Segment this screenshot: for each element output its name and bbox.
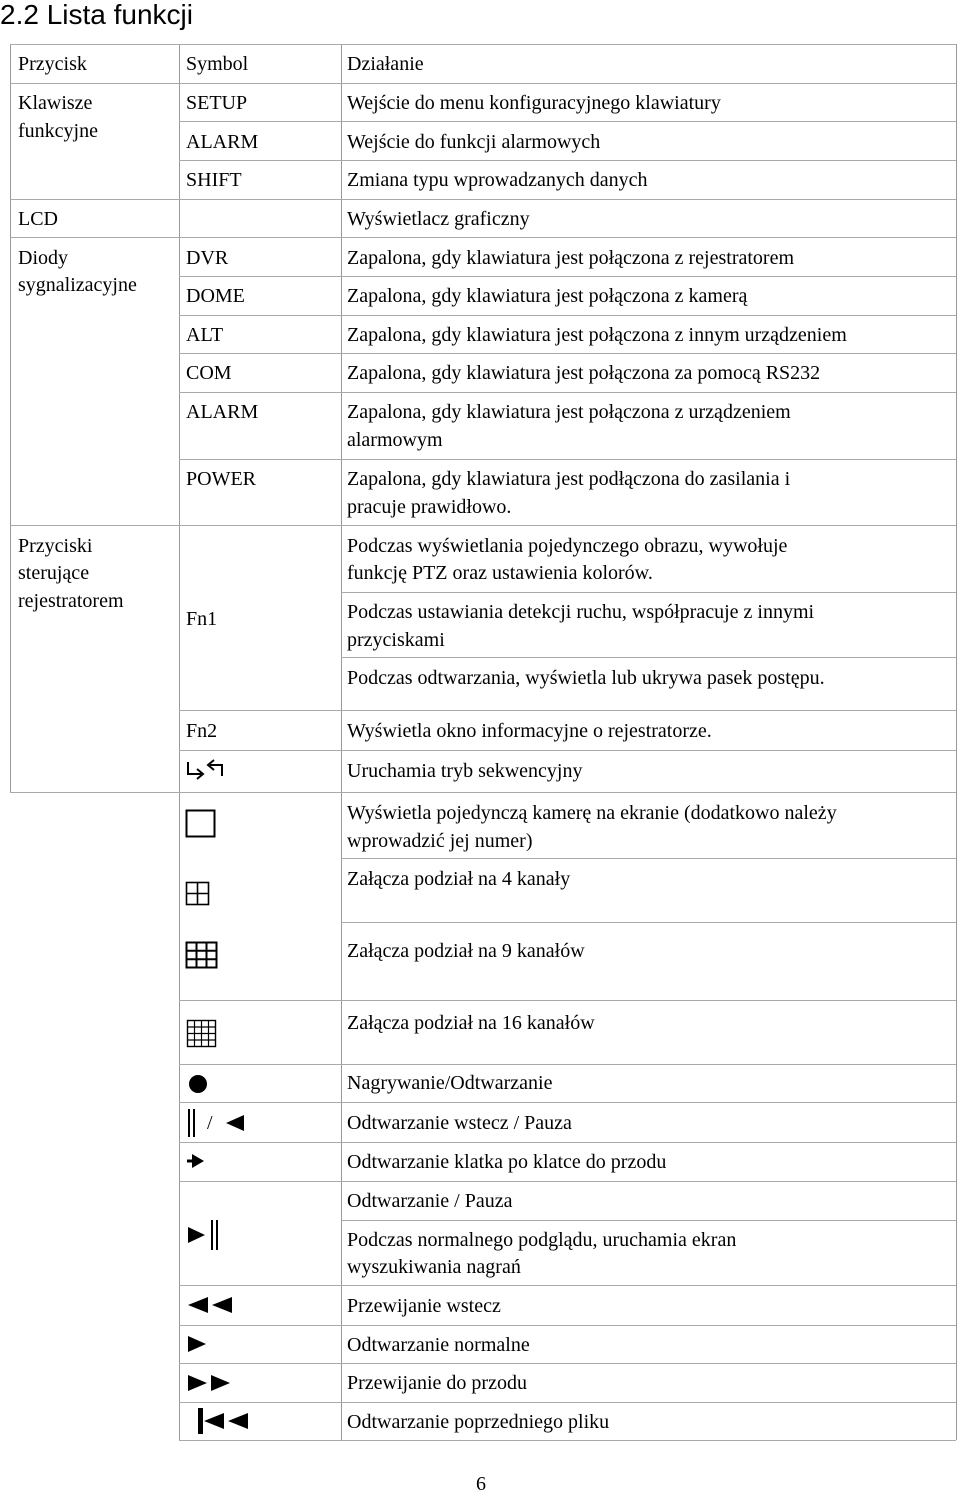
- table-border-right: [956, 44, 957, 1440]
- action-text: wyszukiwania nagrań: [347, 1256, 521, 1278]
- action-text: Odtwarzanie wstecz / Pauza: [347, 1112, 572, 1134]
- action-text: Podczas odtwarzania, wyświetla lub ukrywa pasek postępu.: [347, 667, 825, 689]
- group-label: LCD: [18, 208, 58, 230]
- table-line: [179, 1000, 956, 1001]
- action-text: wprowadzić jej numer): [347, 830, 533, 852]
- action-text: Wejście do funkcji alarmowych: [347, 131, 601, 153]
- record-icon: [187, 1073, 209, 1095]
- action-text: Załącza podział na 9 kanałów: [347, 940, 585, 962]
- split-4-icon: [185, 881, 211, 907]
- action-text: Wyświetla pojedynczą kamerę na ekranie (dodatkowo należy: [347, 802, 837, 824]
- header-symbol: Symbol: [186, 53, 249, 75]
- table-line: [179, 750, 956, 751]
- symbol-label: Fn1: [186, 608, 218, 630]
- table-line: [179, 1181, 956, 1182]
- action-text: Zmiana typu wprowadzanych danych: [347, 169, 648, 191]
- frame-step-icon: [186, 1152, 206, 1170]
- table-divider-col2: [341, 44, 342, 1440]
- table-line: [341, 922, 956, 923]
- rewind-icon: [186, 1295, 234, 1315]
- header-action: Działanie: [347, 53, 424, 75]
- table-line: [10, 792, 179, 793]
- action-text: Wyświetlacz graficzny: [347, 208, 530, 230]
- symbol-label: ALT: [186, 324, 224, 346]
- table-line: [179, 1285, 956, 1286]
- play-pause-icon: [186, 1217, 226, 1253]
- symbol-label: COM: [186, 362, 232, 384]
- table-line: [179, 121, 956, 122]
- group-label: sterujące: [18, 562, 90, 584]
- symbol-label: ALARM: [186, 131, 259, 153]
- table-line: [341, 858, 956, 859]
- action-text: Odtwarzanie poprzedniego pliku: [347, 1411, 610, 1433]
- table-line: [10, 525, 956, 526]
- action-text: Odtwarzanie normalne: [347, 1334, 530, 1356]
- table-line: [179, 1102, 956, 1103]
- action-text: Wyświetla okno informacyjne o rejestratorze.: [347, 720, 712, 742]
- action-text: alarmowym: [347, 429, 443, 451]
- table-line: [179, 1363, 956, 1364]
- table-line: [10, 199, 956, 200]
- table-line: [179, 1325, 956, 1326]
- action-text: Przewijanie wstecz: [347, 1295, 501, 1317]
- fast-forward-icon: [186, 1373, 234, 1393]
- table-divider-col1: [179, 44, 180, 1440]
- action-text: Zapalona, gdy klawiatura jest połączona za pomocą RS232: [347, 362, 821, 384]
- split-9-icon: [185, 941, 219, 969]
- action-text: Podczas ustawiania detekcji ruchu, współpracuje z innymi: [347, 601, 815, 623]
- symbol-label: DOME: [186, 285, 245, 307]
- action-text: pracuje prawidłowo.: [347, 496, 512, 518]
- action-text: Zapalona, gdy klawiatura jest połączona z rejestratorem: [347, 247, 795, 269]
- group-label: rejestratorem: [18, 590, 124, 612]
- table-line: [179, 459, 956, 460]
- table-line: [341, 1220, 956, 1221]
- play-icon: [186, 1334, 210, 1354]
- header-button: Przycisk: [18, 53, 87, 75]
- previous-file-icon: [186, 1406, 250, 1436]
- group-label: Przyciski: [18, 535, 93, 557]
- table-line: [179, 276, 956, 277]
- symbol-separator: /: [207, 1112, 213, 1134]
- group-label: sygnalizacyjne: [18, 274, 137, 296]
- action-text: Odtwarzanie klatka po klatce do przodu: [347, 1151, 667, 1173]
- table-line: [10, 44, 956, 45]
- symbol-label: POWER: [186, 468, 256, 490]
- action-text: Przewijanie do przodu: [347, 1372, 527, 1394]
- table-line: [179, 1064, 956, 1065]
- table-line: [179, 1142, 956, 1143]
- action-text: Podczas normalnego podglądu, uruchamia ekran: [347, 1229, 737, 1251]
- action-text: Uruchamia tryb sekwencyjny: [347, 760, 583, 782]
- action-text: Nagrywanie/Odtwarzanie: [347, 1072, 553, 1094]
- symbol-label: SHIFT: [186, 169, 242, 191]
- symbol-label: SETUP: [186, 92, 248, 114]
- group-label: Diody: [18, 247, 68, 269]
- action-text: Wejście do menu konfiguracyjnego klawiatury: [347, 92, 721, 114]
- action-text: przyciskami: [347, 629, 445, 651]
- action-text: Zapalona, gdy klawiatura jest połączona z urządzeniem: [347, 401, 791, 423]
- table-line: [179, 315, 956, 316]
- action-text: Załącza podział na 16 kanałów: [347, 1012, 595, 1034]
- group-label: funkcyjne: [18, 120, 98, 142]
- table-line: [179, 710, 956, 711]
- action-text: Zapalona, gdy klawiatura jest połączona z kamerą: [347, 285, 748, 307]
- action-text: Odtwarzanie / Pauza: [347, 1190, 513, 1212]
- action-text: funkcję PTZ oraz ustawienia kolorów.: [347, 562, 653, 584]
- action-text: Zapalona, gdy klawiatura jest połączona z innym urządzeniem: [347, 324, 847, 346]
- symbol-label: DVR: [186, 247, 229, 269]
- symbol-label: ALARM: [186, 401, 259, 423]
- pause-reverse-icon: [186, 1108, 246, 1138]
- action-text: Załącza podział na 4 kanały: [347, 868, 571, 890]
- table-line: [179, 160, 956, 161]
- table-line: [179, 1402, 956, 1403]
- table-line: [179, 1440, 956, 1441]
- page-number: 6: [476, 1473, 486, 1495]
- symbol-label: Fn2: [186, 720, 218, 742]
- table-line: [10, 83, 956, 84]
- split-16-icon: [186, 1019, 218, 1049]
- page-title: 2.2 Lista funkcji: [0, 0, 193, 30]
- single-view-icon: [185, 809, 217, 839]
- group-label: Klawisze: [18, 92, 93, 114]
- action-text: Zapalona, gdy klawiatura jest podłączona do zasilania i: [347, 468, 791, 490]
- table-line: [341, 592, 956, 593]
- table-line: [179, 792, 956, 793]
- table-border-left: [10, 44, 11, 792]
- sequence-arrows-icon: [184, 757, 228, 783]
- table-line: [10, 237, 956, 238]
- table-line: [179, 392, 956, 393]
- table-line: [179, 353, 956, 354]
- table-line: [341, 657, 956, 658]
- action-text: Podczas wyświetlania pojedynczego obrazu, wywołuje: [347, 535, 788, 557]
